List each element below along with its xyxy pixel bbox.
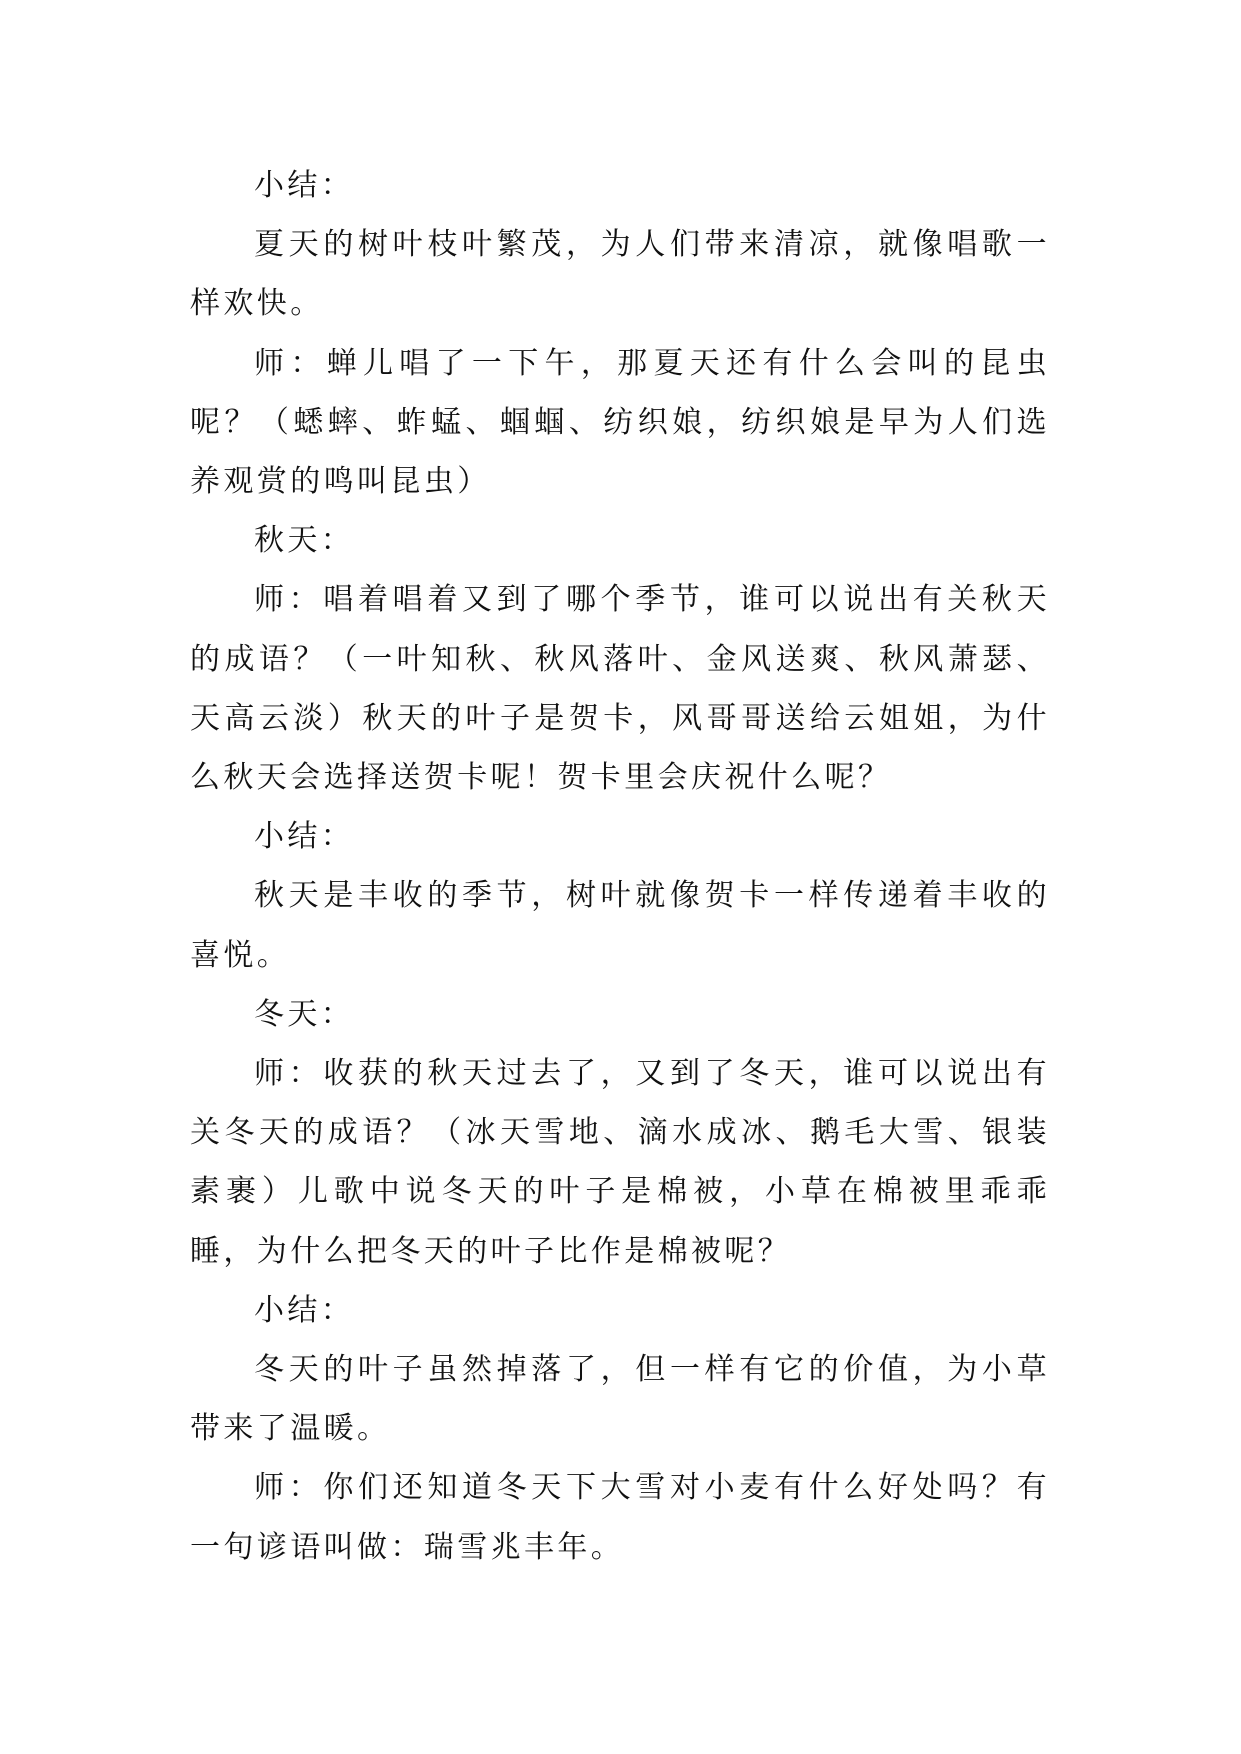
section-label-summary: 小结：	[254, 168, 355, 203]
paragraph-teacher-snow-proverb: 师：你们还知道冬天下大雪对小麦有什么好处吗？有一句谚语叫做：瑞雪兆丰年。	[190, 1470, 1050, 1565]
section-label-autumn: 秋天：	[254, 523, 355, 559]
paragraph-autumn-summary: 秋天是丰收的季节，树叶就像贺卡一样传递着丰收的喜悦。	[190, 878, 1050, 973]
section-label-winter: 冬天：	[254, 996, 355, 1032]
paragraph-teacher-winter: 师：收获的秋天过去了，又到了冬天，谁可以说出有关冬天的成语？（冰天雪地、滴水成冰、鹅毛大雪、银装素裹）儿歌中说冬天的叶子是棉被，小草在棉被里乖乖睡，为什么把冬天的叶子比作是棉被呢？	[190, 1056, 1050, 1269]
section-label-summary: 小结：	[254, 819, 355, 855]
paragraph-teacher-autumn: 师：唱着唱着又到了哪个季节，谁可以说出有关秋天的成语？（一叶知秋、秋风落叶、金风送爽、秋风萧瑟、天高云淡）秋天的叶子是贺卡，风哥哥送给云姐姐，为什么秋天会选择送贺卡呢！贺卡里会庆祝什么呢？	[190, 582, 1050, 796]
paragraph-winter-summary: 冬天的叶子虽然掉落了，但一样有它的价值，为小草带来了温暖。	[190, 1352, 1050, 1447]
paragraph-teacher-summer-insects: 师：蝉儿唱了一下午，那夏天还有什么会叫的昆虫呢？（蟋蟀、蚱蜢、蝈蝈、纺织娘，纺织娘是早为人们选养观赏的鸣叫昆虫）	[190, 345, 1050, 500]
section-label-summary: 小结：	[254, 1292, 355, 1328]
document-body	[190, 156, 1050, 1577]
paragraph-summer-summary: 夏天的树叶枝叶繁茂，为人们带来清凉，就像唱歌一样欢快。	[190, 227, 1050, 322]
